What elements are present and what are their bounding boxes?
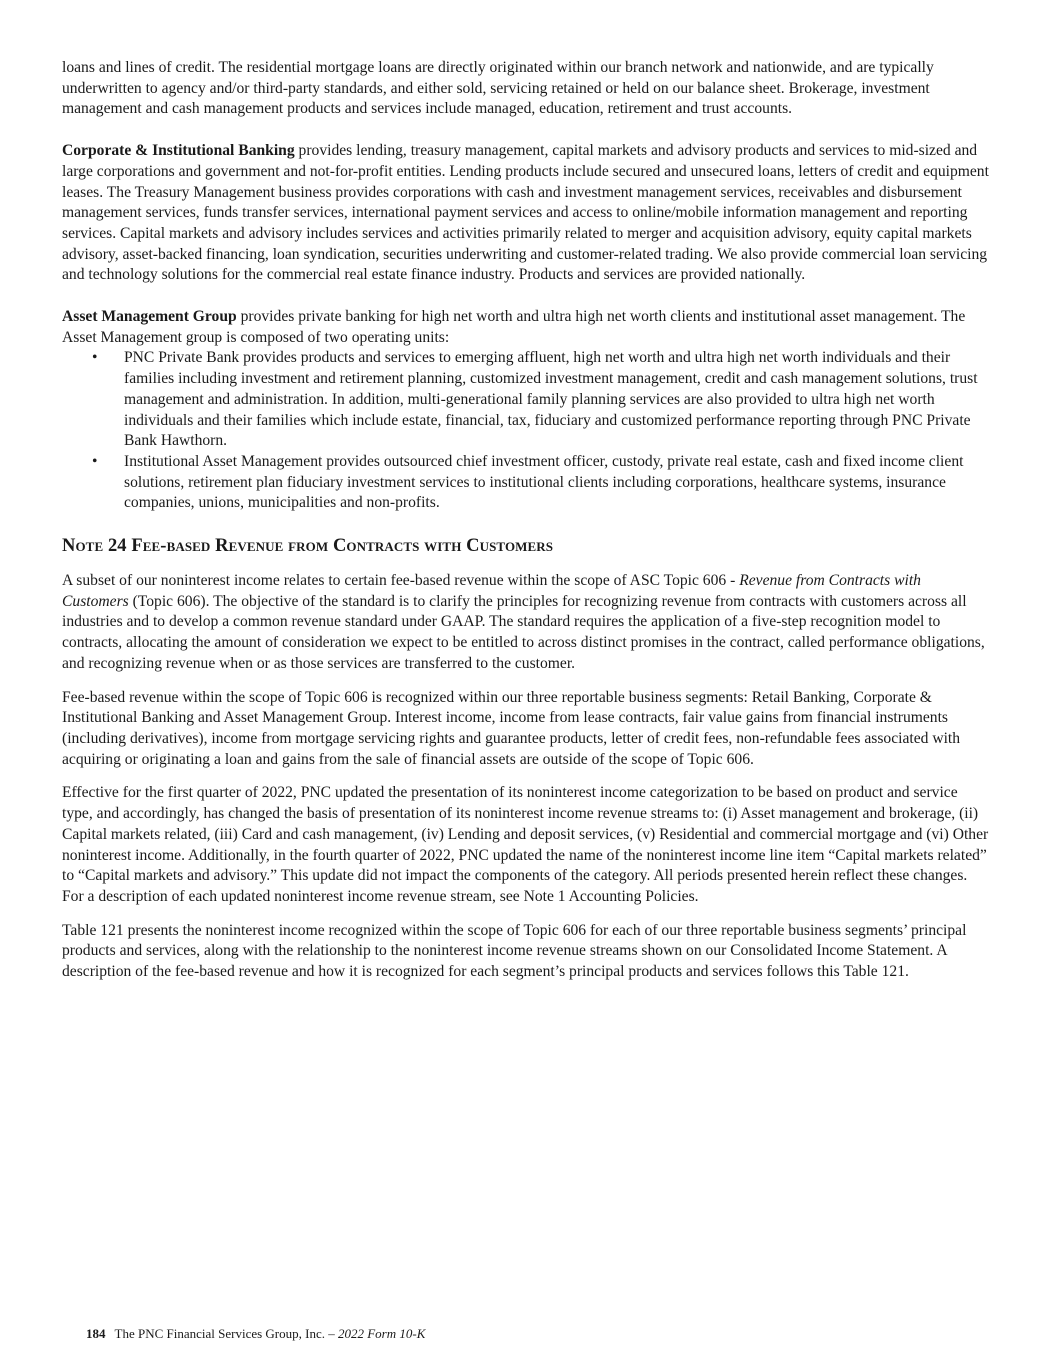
- list-item: [62, 348, 990, 452]
- p1-italic: Revenue from Contracts with Customers: [62, 572, 921, 610]
- table-121-paragraph: Table 121 presents the noninterest income recognized within the scope of Topic 606 for each of our three reportable business segments’ principal products and services, along with the relationship to the noninterest income revenue streams shown on our Consolidated Income Statement. A description of the fee-based revenue and how it is recognized for each segment’s principal products and services follows this Table 121.: [62, 921, 967, 981]
- topic-606-paragraph: [62, 571, 990, 675]
- list-item-text: PNC Private Bank provides products and services to emerging affluent, high net worth and ultra high net worth individuals and their families including investment and retirement planning, customized investment management, credit and cash management solutions, trust management and administration. In addition, multi-generational family planning services are also provided to ultra high net worth individuals and their families which include estate, financial, tax, fiduciary and customized performance reporting through PNC Private Bank Hawthorn.: [124, 349, 978, 450]
- p1-before: A subset of our noninterest income relates to certain fee-based revenue within the scope of ASC Topic 606 -: [62, 572, 740, 590]
- amg-text: provides private banking for high net worth and ultra high net worth clients and institutional asset management. The Asset Management group is composed of two operating units:: [62, 308, 966, 346]
- bullet-icon: •: [92, 349, 98, 367]
- footer-company: The PNC Financial Services Group, Inc. –: [114, 1326, 338, 1341]
- list-item: [62, 452, 990, 514]
- page-number: 184: [86, 1326, 106, 1341]
- cib-lead: Corporate & Institutional Banking: [62, 142, 295, 160]
- amg-units-list: [62, 348, 990, 514]
- presentation-change-paragraph: Effective for the first quarter of 2022, PNC updated the presentation of its noninterest income categorization to be based on product and service type, and accordingly, has changed the basis of presentation of its noninterest income revenue streams to: (i) Asset management and brokerage, (ii) Capital markets related, (iii) Card and cash management, (iv) Lending and deposit services, (v) Residential and commercial mortgage and (vi) Other noninterest income. Additionally, in the fourth quarter of 2022, PNC updated the name of the noninterest income line item “Capital markets related” to “Capital markets and advisory.” This update did not impact the components of the category. All periods presented herein reflect these changes. For a description of each updated noninterest income revenue stream, see Note 1 Accounting Policies.: [62, 784, 989, 905]
- retail-banking-continuation: loans and lines of credit. The residential mortgage loans are directly originated within our branch network and nationwide, and are typically underwritten to agency and/or third-party standards, and either sold, servicing retained or held on our balance sheet. Brokerage, investment management and cash management products and services include managed, education, retirement and trust accounts.: [62, 59, 934, 118]
- bullet-icon: •: [92, 452, 98, 470]
- list-item-text: Institutional Asset Management provides outsourced chief investment officer, custody, private real estate, cash and fixed income client solutions, retirement plan fiduciary investment services to institutional clients including corporations, healthcare systems, insurance companies, unions, municipalities and non-profits.: [124, 452, 964, 512]
- cib-paragraph: [62, 141, 990, 286]
- amg-paragraph: [62, 307, 990, 348]
- document-body: [62, 58, 990, 996]
- footer-form: 2022 Form 10-K: [337, 1326, 426, 1341]
- cib-text: provides lending, treasury management, capital markets and advisory products and services to mid-sized and large corporations and government and not-for-profit entities. Lending products include secured and unsecured loans, letters of credit and equipment leases. The Treasury Management business provides corporations with cash and investment management services, receivables and disbursement management services, funds transfer services, international payment services and access to online/mobile information management and reporting services. Capital markets and advisory includes services and activities primarily related to merger and acquisition advisory, equity capital markets advisory, asset-backed financing, loan syndication, securities underwriting and customer-related trading. We also provide commercial loan servicing and technology solutions for the commercial real estate finance industry. Products and services are provided nationally.: [62, 142, 989, 284]
- segments-paragraph: Fee-based revenue within the scope of Topic 606 is recognized within our three reportable business segments: Retail Banking, Corporate & Institutional Banking and Asset Management Group. Interest income, income from lease contracts, fair value gains from financial instruments (including derivatives), income from mortgage servicing rights and guarantee products, letter of credit fees, non-refundable fees associated with acquiring or originating a loan and gains from the sale of financial assets are outside of the scope of Topic 606.: [62, 688, 961, 768]
- amg-lead: Asset Management Group: [62, 308, 237, 326]
- p1-after: (Topic 606). The objective of the standard is to clarify the principles for recognizing revenue from contracts with customers across all industries and to develop a common revenue standard under GAAP. The standard requires the application of a five-step recognition model to contracts, allocating the amount of consideration we expect to be entitled to across distinct promises in the contract, called performance obligations, and recognizing revenue when or as those services are transferred to the customer.: [62, 592, 985, 672]
- page-footer: [86, 1326, 425, 1342]
- note-heading: Note 24 Fee-based Revenue from Contracts with Customers: [62, 536, 554, 557]
